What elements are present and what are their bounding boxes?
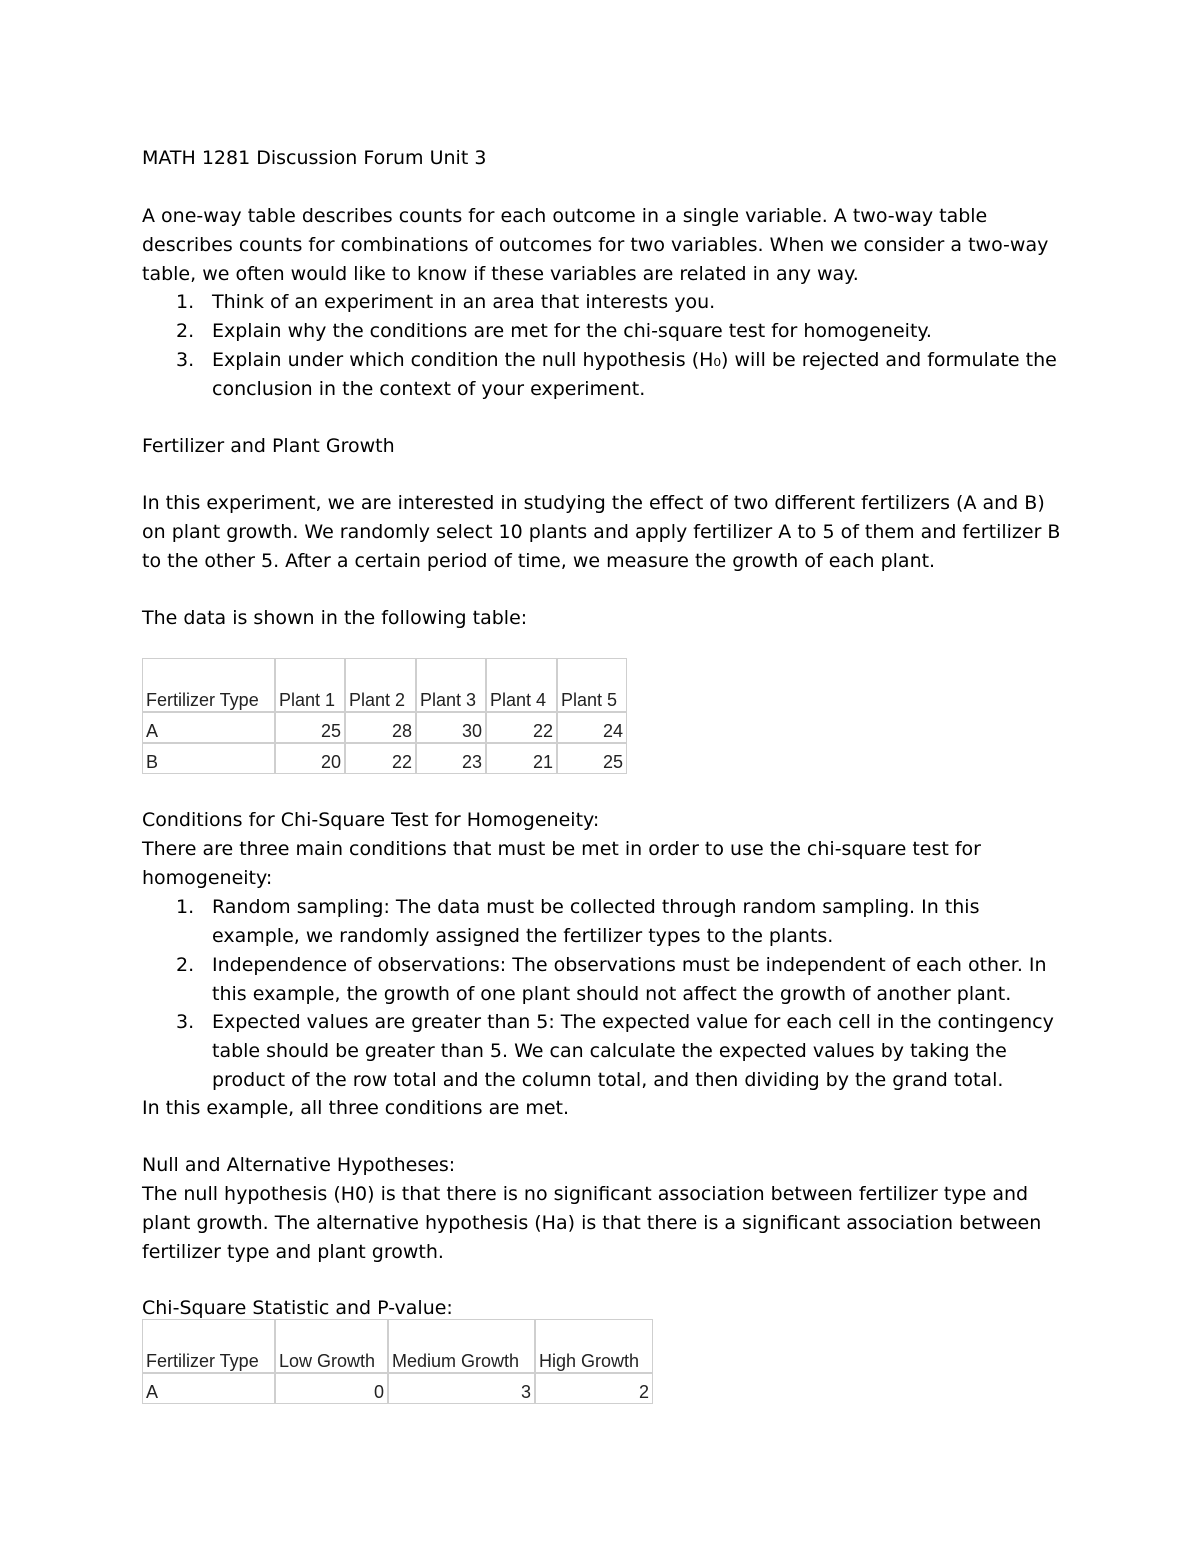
doc-title: MATH 1281 Discussion Forum Unit 3: [142, 147, 487, 169]
header-cell: Fertilizer Type: [142, 1319, 275, 1373]
table-intro: The data is shown in the following table:: [142, 607, 528, 629]
experiment-title: Fertilizer and Plant Growth: [142, 435, 395, 457]
header-cell: Plant 1: [275, 658, 345, 712]
hypotheses-line: plant growth. The alternative hypothesis (Ha) is that there is a significant association between: [142, 1212, 1042, 1234]
task-number: 3.: [176, 349, 195, 371]
header-cell: Medium Growth: [388, 1319, 535, 1373]
condition-number: 3.: [176, 1011, 195, 1033]
chi-title: Chi-Square Statistic and P-value:: [142, 1297, 453, 1319]
header-cell: Plant 5: [557, 658, 627, 712]
row-label: A: [142, 712, 275, 743]
experiment-line: on plant growth. We randomly select 10 plants and apply fertilizer A to 5 of them and fertilizer B: [142, 521, 1061, 543]
conditions-title: Conditions for Chi-Square Test for Homogeneity:: [142, 809, 600, 831]
table-cell: 28: [345, 712, 416, 743]
task-number: 1.: [176, 291, 195, 313]
table-header-row: [142, 1319, 653, 1373]
table-cell: 20: [275, 743, 345, 774]
intro-line: A one-way table describes counts for each outcome in a single variable. A two-way table: [142, 205, 988, 227]
row-label: B: [142, 743, 275, 774]
task-text: conclusion in the context of your experiment.: [212, 378, 646, 400]
table-header-row: [142, 658, 627, 712]
table-cell: 3: [388, 1373, 535, 1404]
condition-text: product of the row total and the column total, and then dividing by the grand total.: [212, 1069, 1004, 1091]
table-cell: 22: [486, 712, 557, 743]
table-cell: 30: [416, 712, 486, 743]
table-cell: 23: [416, 743, 486, 774]
table-row: [142, 712, 627, 743]
task-text: Explain under which condition the null hypothesis (H₀) will be rejected and formulate the: [212, 349, 1057, 371]
table-cell: 2: [535, 1373, 653, 1404]
header-cell: Fertilizer Type: [142, 658, 275, 712]
conditions-intro-line: homogeneity:: [142, 867, 273, 889]
task-text: Think of an experiment in an area that interests you.: [212, 291, 716, 313]
task-text: Explain why the conditions are met for the chi-square test for homogeneity.: [212, 320, 932, 342]
table-row: [142, 1373, 653, 1404]
condition-number: 1.: [176, 896, 195, 918]
header-cell: Plant 3: [416, 658, 486, 712]
intro-line: describes counts for combinations of outcomes for two variables. When we consider a two-way: [142, 234, 1049, 256]
header-cell: High Growth: [535, 1319, 653, 1373]
header-cell: Plant 4: [486, 658, 557, 712]
hypotheses-line: fertilizer type and plant growth.: [142, 1241, 444, 1263]
table-cell: 24: [557, 712, 627, 743]
table-row: [142, 743, 627, 774]
condition-text: example, we randomly assigned the fertilizer types to the plants.: [212, 925, 834, 947]
condition-text: this example, the growth of one plant should not affect the growth of another plant.: [212, 983, 1012, 1005]
conditions-intro-line: There are three main conditions that must be met in order to use the chi-square test for: [142, 838, 981, 860]
table-cell: 22: [345, 743, 416, 774]
table-cell: 25: [275, 712, 345, 743]
condition-text: table should be greater than 5. We can calculate the expected values by taking the: [212, 1040, 1007, 1062]
chi-table: [142, 1319, 653, 1404]
conditions-met: In this example, all three conditions are met.: [142, 1097, 570, 1119]
task-number: 2.: [176, 320, 195, 342]
condition-number: 2.: [176, 954, 195, 976]
header-cell: Plant 2: [345, 658, 416, 712]
intro-line: table, we often would like to know if these variables are related in any way.: [142, 263, 859, 285]
table-cell: 21: [486, 743, 557, 774]
header-cell: Low Growth: [275, 1319, 388, 1373]
growth-table: [142, 658, 627, 774]
hypotheses-line: The null hypothesis (H0) is that there is no significant association between fertilizer type and: [142, 1183, 1029, 1205]
experiment-line: In this experiment, we are interested in studying the effect of two different fertilizers (A and B): [142, 492, 1045, 514]
row-label: A: [142, 1373, 275, 1404]
hypotheses-title: Null and Alternative Hypotheses:: [142, 1154, 456, 1176]
condition-text: Random sampling: The data must be collected through random sampling. In this: [212, 896, 980, 918]
experiment-line: to the other 5. After a certain period of time, we measure the growth of each plant.: [142, 550, 936, 572]
condition-text: Expected values are greater than 5: The expected value for each cell in the contingency: [212, 1011, 1054, 1033]
condition-text: Independence of observations: The observations must be independent of each other. In: [212, 954, 1047, 976]
table-cell: 0: [275, 1373, 388, 1404]
table-cell: 25: [557, 743, 627, 774]
